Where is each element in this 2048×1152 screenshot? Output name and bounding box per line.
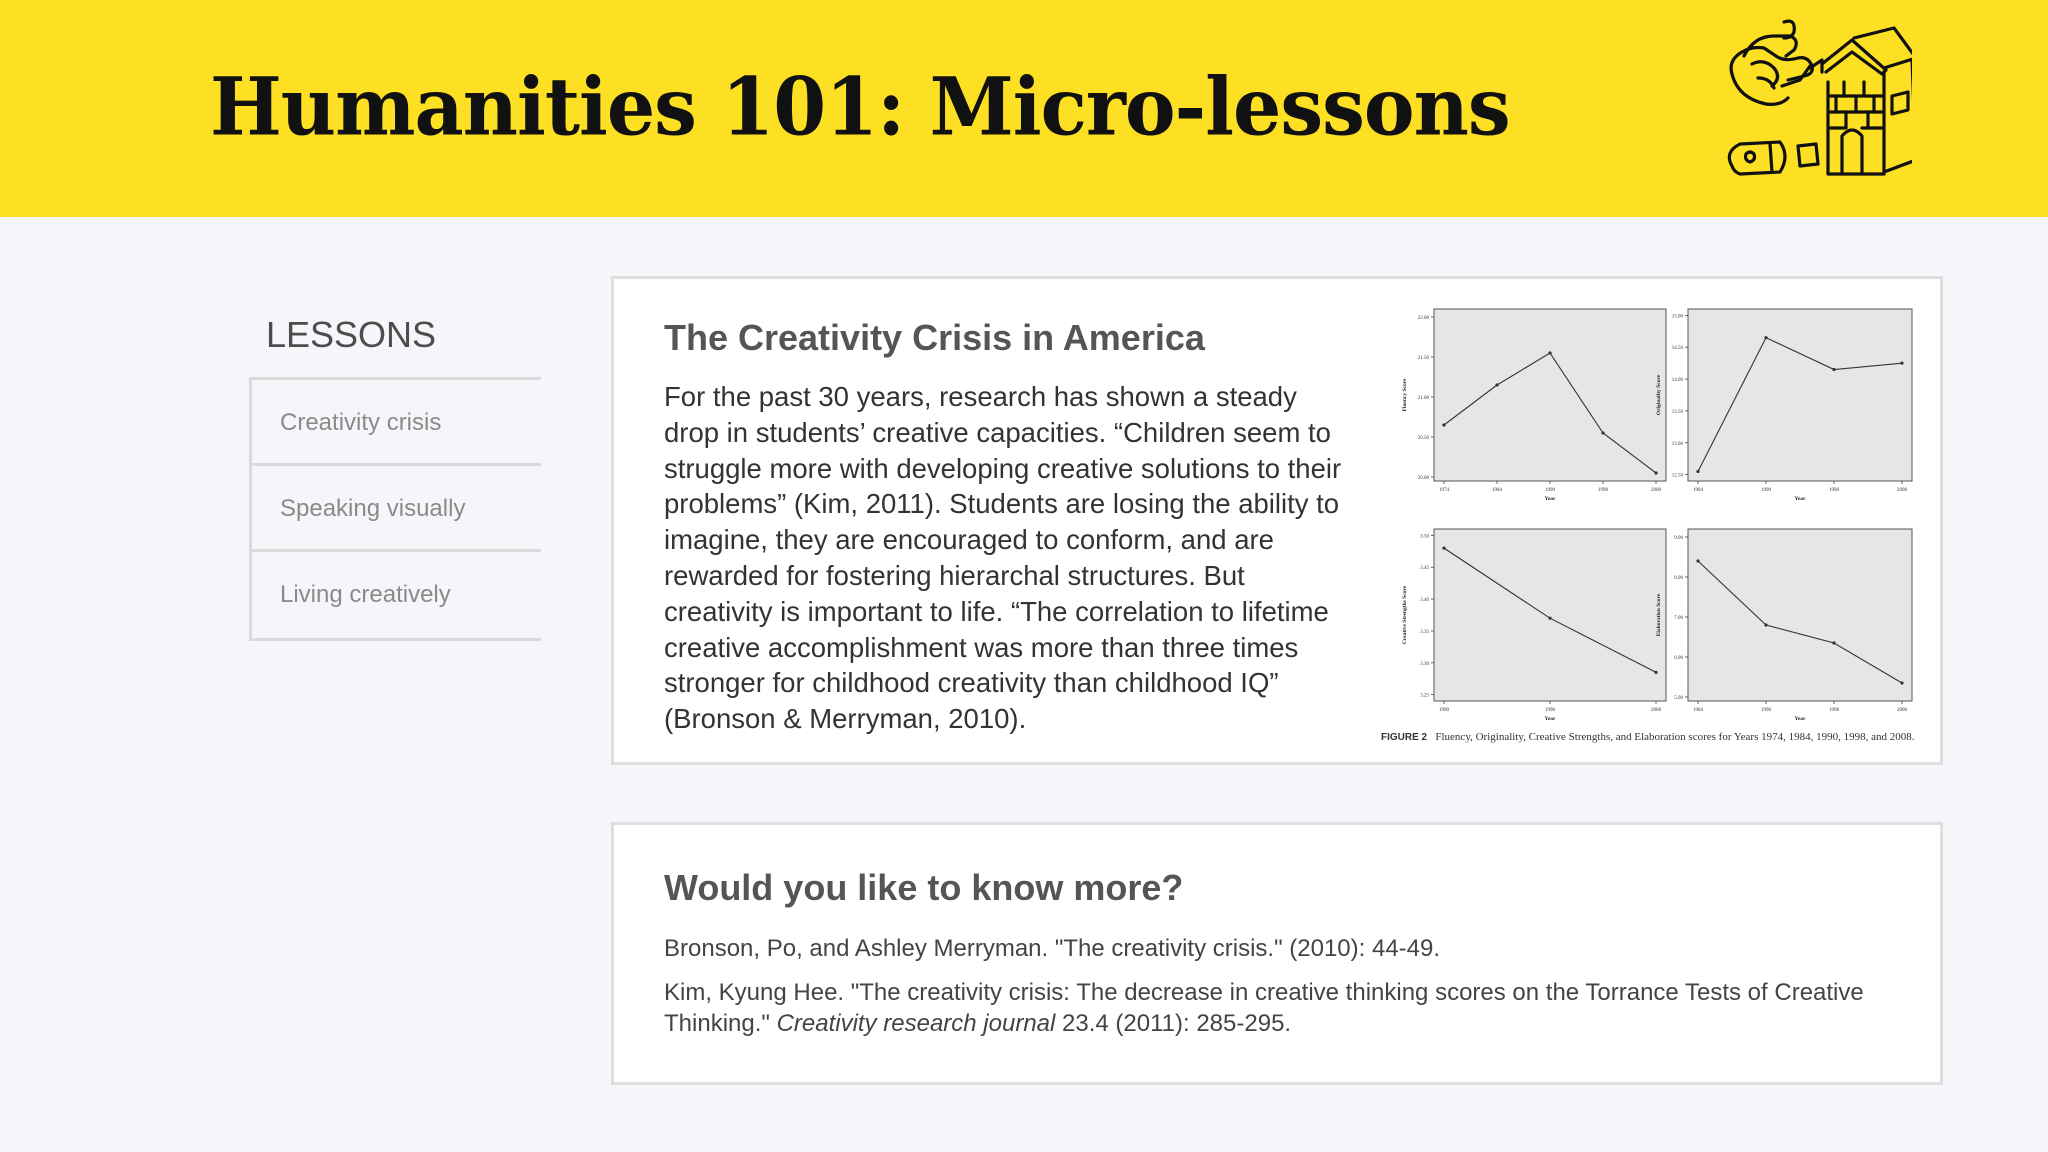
figure-caption-label: FIGURE 2 — [1381, 732, 1428, 743]
x-axis-label: Year — [1794, 716, 1806, 722]
lesson-title: The Creativity Crisis in America — [664, 317, 1205, 358]
data-point — [1764, 623, 1767, 626]
hand-building-house-icon — [1722, 16, 1912, 192]
y-tick-label: 3.35 — [1420, 629, 1429, 635]
reference-kim-text: Kim, Kyung Hee. "The creativity crisis: The decrease in creative thinking scores on the Torrance Tests of Creative Thinking." — [664, 979, 1864, 1037]
chart-panel-3 — [1688, 529, 1912, 701]
figure-caption — [1381, 731, 1941, 743]
data-point — [1495, 383, 1498, 386]
x-tick-label: 2008 — [1651, 488, 1661, 493]
y-tick-label: 13.00 — [1671, 441, 1683, 447]
y-tick-label: 7.00 — [1674, 616, 1683, 621]
lesson-card — [611, 276, 1943, 765]
y-tick-label: 6.00 — [1674, 656, 1683, 661]
x-tick-label: 1990 — [1439, 708, 1449, 713]
y-tick-label: 3.25 — [1420, 693, 1429, 699]
data-point — [1696, 470, 1699, 473]
y-tick-label: 20.50 — [1417, 436, 1429, 441]
x-tick-label: 2008 — [1897, 488, 1907, 493]
x-tick-label: 1984 — [1492, 488, 1502, 493]
data-point — [1900, 681, 1903, 684]
y-tick-label: 3.40 — [1420, 598, 1429, 604]
x-tick-label: 1998 — [1829, 708, 1839, 713]
chart-panel-2 — [1434, 529, 1666, 701]
data-point — [1601, 431, 1604, 434]
data-point — [1654, 471, 1657, 474]
x-tick-label: 2008 — [1651, 708, 1661, 713]
y-tick-label: 3.30 — [1420, 661, 1429, 667]
x-axis-label: Year — [1794, 496, 1806, 502]
y-axis-label: Fluency Score — [1402, 378, 1408, 412]
lesson-body: For the past 30 years, research has shown a steady drop in students’ creative capacities. “Children seem to struggle more with developing creative solutions to their problems” (Kim, 2011). Students are losing the ability to imagine, they are encouraged to conform, and are rewarded for fostering hierarchal structures. But creativity is important to life. “The correlation to lifetime creative accomplishment was more than three times stronger for childhood creativity than childhood IQ” (Bronson & Merryman, 2010). — [664, 381, 1342, 735]
data-point — [1696, 559, 1699, 562]
y-tick-label: 15.00 — [1671, 314, 1683, 320]
reference-kim-volume: 23.4 (2011): 285-295. — [1055, 1010, 1292, 1037]
more-title: Would you like to know more? — [664, 867, 1184, 908]
header-banner — [0, 0, 2048, 217]
x-tick-label: 1984 — [1693, 708, 1703, 713]
y-tick-label: 8.00 — [1674, 576, 1683, 581]
y-tick-label: 20.00 — [1417, 476, 1429, 481]
data-point — [1764, 336, 1767, 339]
x-tick-label: 1990 — [1761, 488, 1771, 493]
y-axis-label: Creative Strengths Score — [1402, 585, 1408, 645]
x-axis-label: Year — [1544, 496, 1556, 502]
x-axis-label: Year — [1544, 716, 1556, 722]
x-tick-label: 1990 — [1761, 708, 1771, 713]
y-axis-label: Elaboration Score — [1656, 593, 1662, 637]
x-tick-label: 2008 — [1897, 708, 1907, 713]
y-tick-label: 3.50 — [1420, 534, 1429, 540]
data-point — [1900, 362, 1903, 365]
y-tick-label: 3.45 — [1420, 566, 1429, 572]
figure-caption-text: Fluency, Originality, Creative Strengths, and Elaboration scores for Years 1974, 1984, 1990, 1998, and 2008. — [1435, 731, 1915, 743]
x-tick-label: 1974 — [1439, 488, 1449, 493]
lessons-heading: LESSONS — [266, 314, 437, 355]
figure-2-charts — [1376, 301, 1936, 751]
x-tick-label: 1998 — [1598, 488, 1608, 493]
data-point — [1442, 423, 1445, 426]
y-tick-label: 22.00 — [1417, 316, 1429, 321]
lessons-nav — [249, 377, 541, 641]
data-point — [1654, 671, 1657, 674]
y-tick-label: 9.00 — [1674, 536, 1683, 541]
page-title: Humanities 101: Micro-lessons — [210, 59, 1510, 154]
y-tick-label: 21.50 — [1417, 356, 1429, 361]
x-tick-label: 1984 — [1693, 488, 1703, 493]
data-point — [1832, 368, 1835, 371]
data-point — [1548, 351, 1551, 354]
data-point — [1548, 617, 1551, 620]
x-tick-label: 1998 — [1829, 488, 1839, 493]
y-tick-label: 13.50 — [1671, 409, 1683, 415]
y-tick-label: 14.00 — [1671, 378, 1683, 384]
x-tick-label: 1998 — [1545, 708, 1555, 713]
y-axis-label: Originality Score — [1656, 374, 1662, 416]
y-tick-label: 14.50 — [1671, 346, 1683, 352]
data-point — [1442, 547, 1445, 550]
reference-bronson: Bronson, Po, and Ashley Merryman. "The creativity crisis." (2010): 44-49. — [664, 935, 1441, 962]
reference-kim-journal: Creativity research journal — [776, 1010, 1056, 1037]
data-point — [1832, 641, 1835, 644]
chart-panel-1 — [1688, 309, 1912, 481]
y-tick-label: 5.00 — [1674, 696, 1683, 701]
y-tick-label: 12.50 — [1671, 473, 1683, 479]
reference-kim — [664, 977, 1904, 1039]
nav-item-creativity-crisis[interactable]: Creativity crisis — [249, 377, 541, 463]
y-tick-label: 21.00 — [1417, 396, 1429, 401]
more-info-card — [611, 822, 1943, 1085]
nav-item-speaking-visually[interactable]: Speaking visually — [249, 463, 541, 549]
nav-item-living-creatively[interactable]: Living creatively — [249, 549, 541, 641]
chart-panel-0 — [1434, 309, 1666, 481]
x-tick-label: 1990 — [1545, 488, 1555, 493]
